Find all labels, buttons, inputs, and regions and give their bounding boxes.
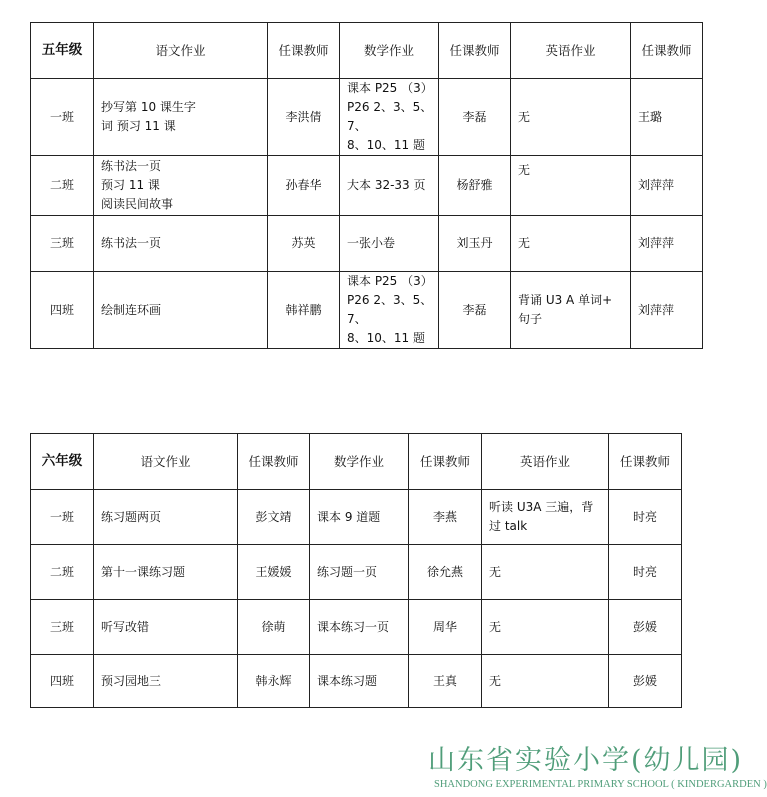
english-homework: 无	[518, 163, 531, 177]
class-name: 三班	[31, 216, 94, 272]
chinese-teacher: 王媛媛	[238, 545, 310, 600]
header-chinese: 语文作业	[94, 434, 238, 490]
math-teacher: 杨舒雅	[439, 156, 511, 216]
table-row	[31, 655, 682, 708]
english-teacher: 刘萍萍	[631, 272, 703, 349]
table-row	[31, 490, 682, 545]
table-header-row	[31, 434, 682, 490]
chinese-homework: 第十一课练习题	[101, 564, 186, 579]
math-homework: 课本练习一页	[317, 619, 390, 634]
table-row	[31, 545, 682, 600]
class-name: 三班	[31, 600, 94, 655]
chinese-homework: 绘制连环画	[101, 302, 162, 317]
math-homework: 课本 9 道题	[317, 509, 381, 524]
school-name-en: SHANDONG EXPERIMENTAL PRIMARY SCHOOL ( KINDERGARDEN )	[434, 779, 767, 790]
header-teacher: 任课教师	[631, 23, 703, 79]
header-teacher: 任课教师	[238, 434, 310, 490]
english-teacher: 时亮	[609, 545, 682, 600]
header-math: 数学作业	[340, 23, 439, 79]
math-homework: 课本 P25 （3） P26 2、3、5、7、 8、10、11 题	[347, 81, 433, 152]
school-name-cn: 山东省实验小学(幼儿园)	[428, 745, 744, 776]
chinese-teacher: 李洪倩	[268, 79, 340, 156]
header-chinese: 语文作业	[94, 23, 268, 79]
class-name: 一班	[31, 79, 94, 156]
grade6-homework-table	[30, 433, 682, 708]
math-teacher: 徐允燕	[409, 545, 482, 600]
english-teacher: 刘萍萍	[631, 216, 703, 272]
english-homework: 无	[489, 673, 502, 688]
english-homework: 背诵 U3 A 单词+ 句子	[518, 293, 613, 326]
table-row	[31, 79, 703, 156]
english-homework: 无	[518, 109, 531, 124]
header-math: 数学作业	[310, 434, 409, 490]
math-teacher: 李磊	[439, 79, 511, 156]
chinese-homework: 抄写第 10 课生字 词 预习 11 课	[101, 100, 196, 133]
english-teacher: 刘萍萍	[631, 156, 703, 216]
chinese-teacher: 彭文靖	[238, 490, 310, 545]
chinese-homework: 听写改错	[101, 619, 150, 634]
header-teacher: 任课教师	[268, 23, 340, 79]
english-teacher: 彭媛	[609, 655, 682, 708]
math-teacher: 周华	[409, 600, 482, 655]
math-homework: 一张小卷	[347, 236, 396, 250]
class-name: 二班	[31, 156, 94, 216]
header-teacher: 任课教师	[409, 434, 482, 490]
header-english: 英语作业	[482, 434, 609, 490]
math-homework: 课本练习题	[317, 673, 378, 688]
english-teacher: 王璐	[631, 79, 703, 156]
math-homework: 大本 32-33 页	[347, 178, 426, 192]
grade-label: 五年级	[31, 23, 94, 79]
class-name: 四班	[31, 655, 94, 708]
table-row	[31, 600, 682, 655]
table-row	[31, 272, 703, 349]
header-teacher: 任课教师	[439, 23, 511, 79]
math-teacher: 李燕	[409, 490, 482, 545]
english-homework: 听读 U3A 三遍，背 过 talk	[489, 500, 594, 533]
class-name: 二班	[31, 545, 94, 600]
chinese-teacher: 韩永辉	[238, 655, 310, 708]
school-logo	[428, 744, 767, 791]
table-row	[31, 156, 703, 216]
english-homework: 无	[518, 236, 531, 250]
table-row	[31, 216, 703, 272]
chinese-teacher: 苏英	[268, 216, 340, 272]
chinese-homework: 练书法一页 预习 11 课 阅读民间故事	[101, 159, 174, 211]
chinese-teacher: 孙春华	[268, 156, 340, 216]
english-teacher: 时亮	[609, 490, 682, 545]
chinese-teacher: 韩祥鹏	[268, 272, 340, 349]
class-name: 一班	[31, 490, 94, 545]
math-homework: 课本 P25 （3） P26 2、3、5、7、 8、10、11 题	[347, 274, 433, 345]
math-teacher: 刘玉丹	[439, 216, 511, 272]
header-teacher: 任课教师	[609, 434, 682, 490]
math-homework: 练习题一页	[317, 564, 378, 579]
header-english: 英语作业	[511, 23, 631, 79]
chinese-teacher: 徐萌	[238, 600, 310, 655]
grade-label: 六年级	[31, 434, 94, 490]
chinese-homework: 练书法一页	[101, 236, 162, 250]
class-name: 四班	[31, 272, 94, 349]
math-teacher: 李磊	[439, 272, 511, 349]
table-header-row	[31, 23, 703, 79]
math-teacher: 王真	[409, 655, 482, 708]
chinese-homework: 预习园地三	[101, 673, 162, 688]
english-homework: 无	[489, 619, 502, 634]
chinese-homework: 练习题两页	[101, 509, 162, 524]
grade5-homework-table	[30, 22, 703, 349]
english-homework: 无	[489, 564, 502, 579]
english-teacher: 彭媛	[609, 600, 682, 655]
